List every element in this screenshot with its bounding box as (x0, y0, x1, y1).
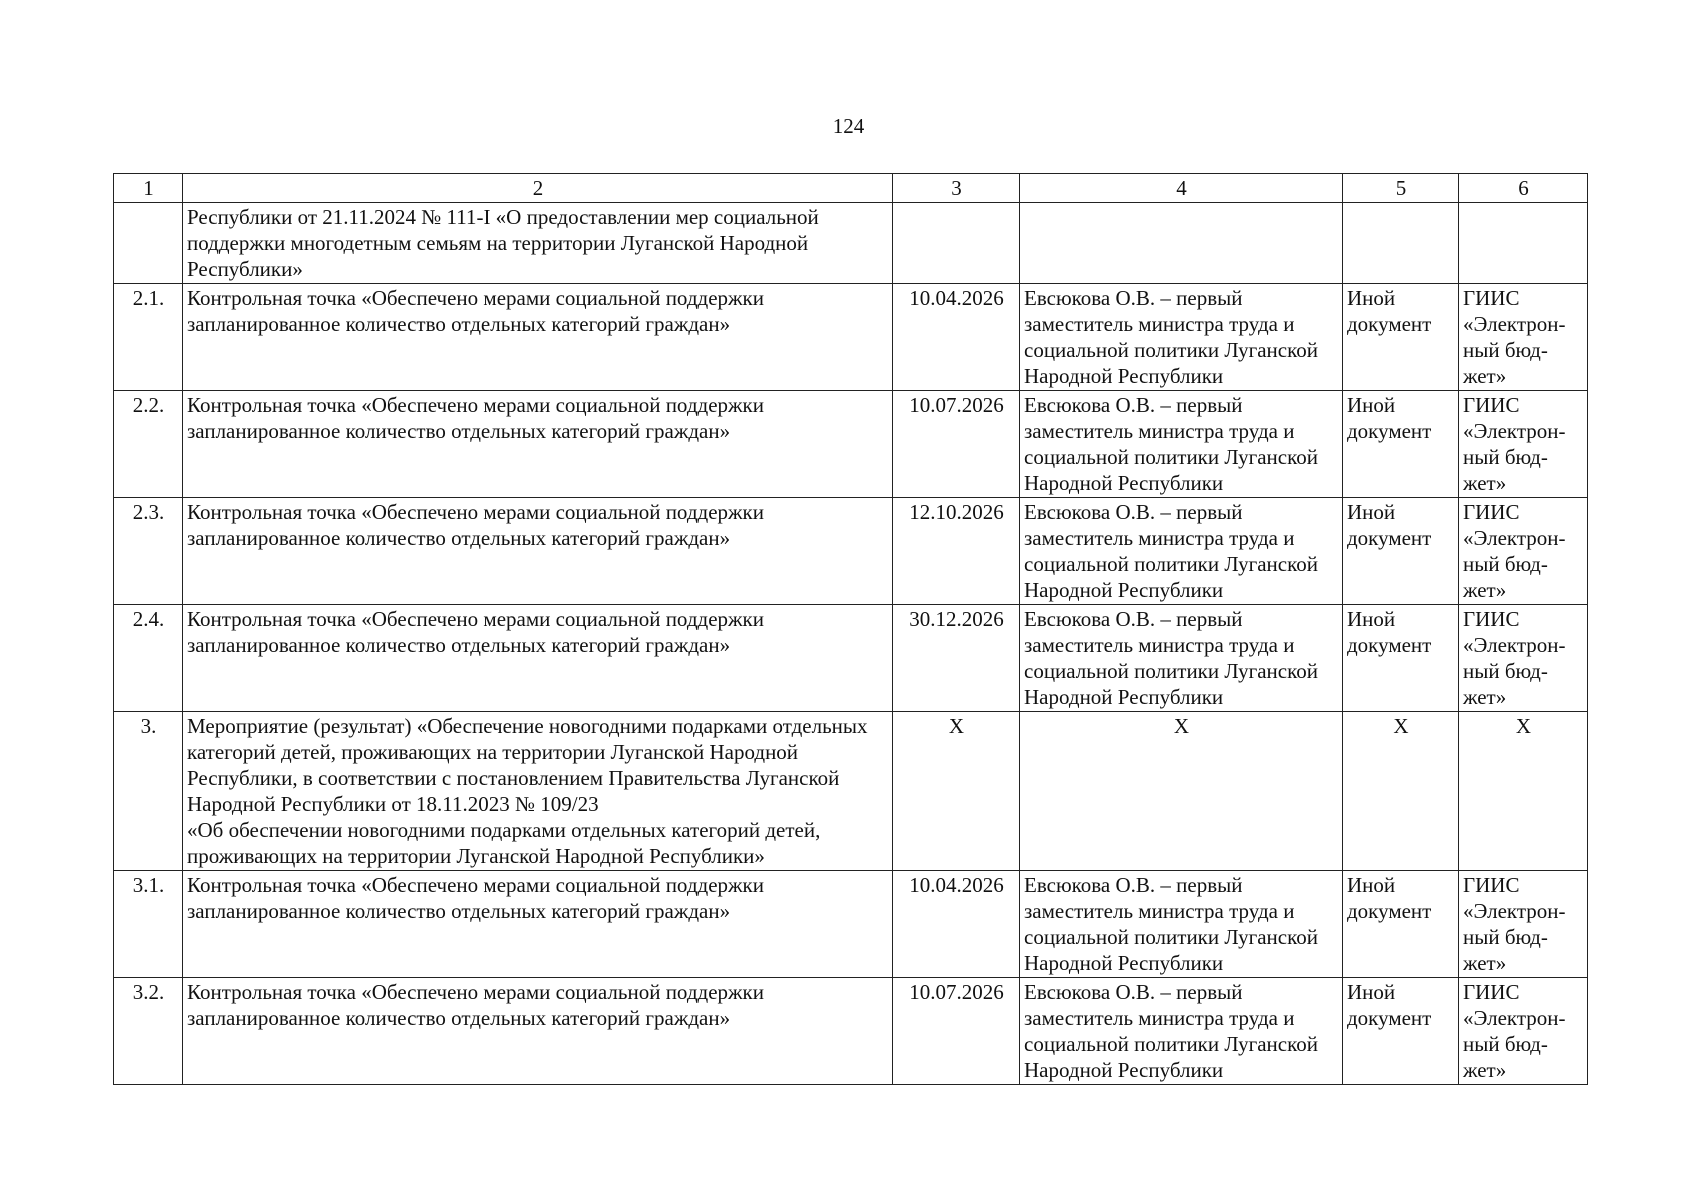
row-title: Контрольная точка «Обеспечено мерами социальной поддержки запланированное количество отдельных категорий граждан» (183, 498, 893, 605)
row-number: 2.3. (114, 498, 183, 605)
row-date: 12.10.2026 (893, 498, 1020, 605)
table-row (114, 284, 1588, 391)
row-title: Контрольная точка «Обеспечено мерами социальной поддержки запланированное количество отдельных категорий граждан» (183, 605, 893, 712)
row-doc-type (1343, 203, 1459, 284)
row-system: Х (1459, 712, 1588, 871)
table-row (114, 978, 1588, 1085)
column-header-4: 4 (1020, 174, 1343, 203)
column-header-3: 3 (893, 174, 1020, 203)
table-row (114, 391, 1588, 498)
row-date: Х (893, 712, 1020, 871)
page-number: 124 (832, 114, 865, 138)
row-system (1459, 203, 1588, 284)
row-system: ГИИС «Электрон-ный бюд-жет» (1459, 498, 1588, 605)
row-title: Мероприятие (результат) «Обеспечение новогодними подарками отдельных категорий детей, проживающих на территории Луганской Народной Республики, в соответствии с постановлением Правительства Луганской Народной Республики от 18.11.2023 № 109/23 «Об обеспечении новогодними подарками отдельных категорий детей, проживающих на территории Луганской Народной Республики» (183, 712, 893, 871)
column-header-1: 1 (114, 174, 183, 203)
row-title: Контрольная точка «Обеспечено мерами социальной поддержки запланированное количество отдельных категорий граждан» (183, 871, 893, 978)
row-responsible (1020, 203, 1343, 284)
row-doc-type: Иной документ (1343, 284, 1459, 391)
table-row (114, 605, 1588, 712)
row-number: 3.1. (114, 871, 183, 978)
row-responsible: Евсюкова О.В. – первый заместитель министра труда и социальной политики Луганской Народной Республики (1020, 391, 1343, 498)
table-row-event (114, 712, 1588, 871)
row-date: 10.04.2026 (893, 871, 1020, 978)
row-number: 2.1. (114, 284, 183, 391)
row-title: Контрольная точка «Обеспечено мерами социальной поддержки запланированное количество отдельных категорий граждан» (183, 391, 893, 498)
table-row (114, 498, 1588, 605)
table-row (114, 871, 1588, 978)
row-system: ГИИС «Электрон-ный бюд-жет» (1459, 978, 1588, 1085)
row-responsible: Евсюкова О.В. – первый заместитель министра труда и социальной политики Луганской Народной Республики (1020, 978, 1343, 1085)
row-responsible: Евсюкова О.В. – первый заместитель министра труда и социальной политики Луганской Народной Республики (1020, 498, 1343, 605)
row-title: Контрольная точка «Обеспечено мерами социальной поддержки запланированное количество отдельных категорий граждан» (183, 978, 893, 1085)
row-responsible: Евсюкова О.В. – первый заместитель министра труда и социальной политики Луганской Народной Республики (1020, 871, 1343, 978)
row-system: ГИИС «Электрон-ный бюд-жет» (1459, 284, 1588, 391)
column-header-5: 5 (1343, 174, 1459, 203)
row-doc-type: Иной документ (1343, 498, 1459, 605)
row-number (114, 203, 183, 284)
column-header-2: 2 (183, 174, 893, 203)
row-date: 10.07.2026 (893, 978, 1020, 1085)
row-date: 30.12.2026 (893, 605, 1020, 712)
row-doc-type: Х (1343, 712, 1459, 871)
row-responsible: Евсюкова О.В. – первый заместитель министра труда и социальной политики Луганской Народной Республики (1020, 284, 1343, 391)
row-system: ГИИС «Электрон-ный бюд-жет» (1459, 605, 1588, 712)
row-title: Контрольная точка «Обеспечено мерами социальной поддержки запланированное количество отдельных категорий граждан» (183, 284, 893, 391)
row-date (893, 203, 1020, 284)
row-number: 2.2. (114, 391, 183, 498)
row-number: 3.2. (114, 978, 183, 1085)
row-doc-type: Иной документ (1343, 871, 1459, 978)
row-system: ГИИС «Электрон-ный бюд-жет» (1459, 871, 1588, 978)
row-title: Республики от 21.11.2024 № 111-I «О предоставлении мер социальной поддержки многодетным семьям на территории Луганской Народной Республики» (183, 203, 893, 284)
row-doc-type: Иной документ (1343, 605, 1459, 712)
row-doc-type: Иной документ (1343, 978, 1459, 1085)
plan-table (113, 173, 1588, 1085)
row-responsible: Евсюкова О.В. – первый заместитель министра труда и социальной политики Луганской Народной Республики (1020, 605, 1343, 712)
row-date: 10.07.2026 (893, 391, 1020, 498)
row-doc-type: Иной документ (1343, 391, 1459, 498)
column-number-row (114, 174, 1588, 203)
row-date: 10.04.2026 (893, 284, 1020, 391)
row-number: 3. (114, 712, 183, 871)
row-number: 2.4. (114, 605, 183, 712)
column-header-6: 6 (1459, 174, 1588, 203)
row-responsible: Х (1020, 712, 1343, 871)
table-row-continuation (114, 203, 1588, 284)
row-system: ГИИС «Электрон-ный бюд-жет» (1459, 391, 1588, 498)
